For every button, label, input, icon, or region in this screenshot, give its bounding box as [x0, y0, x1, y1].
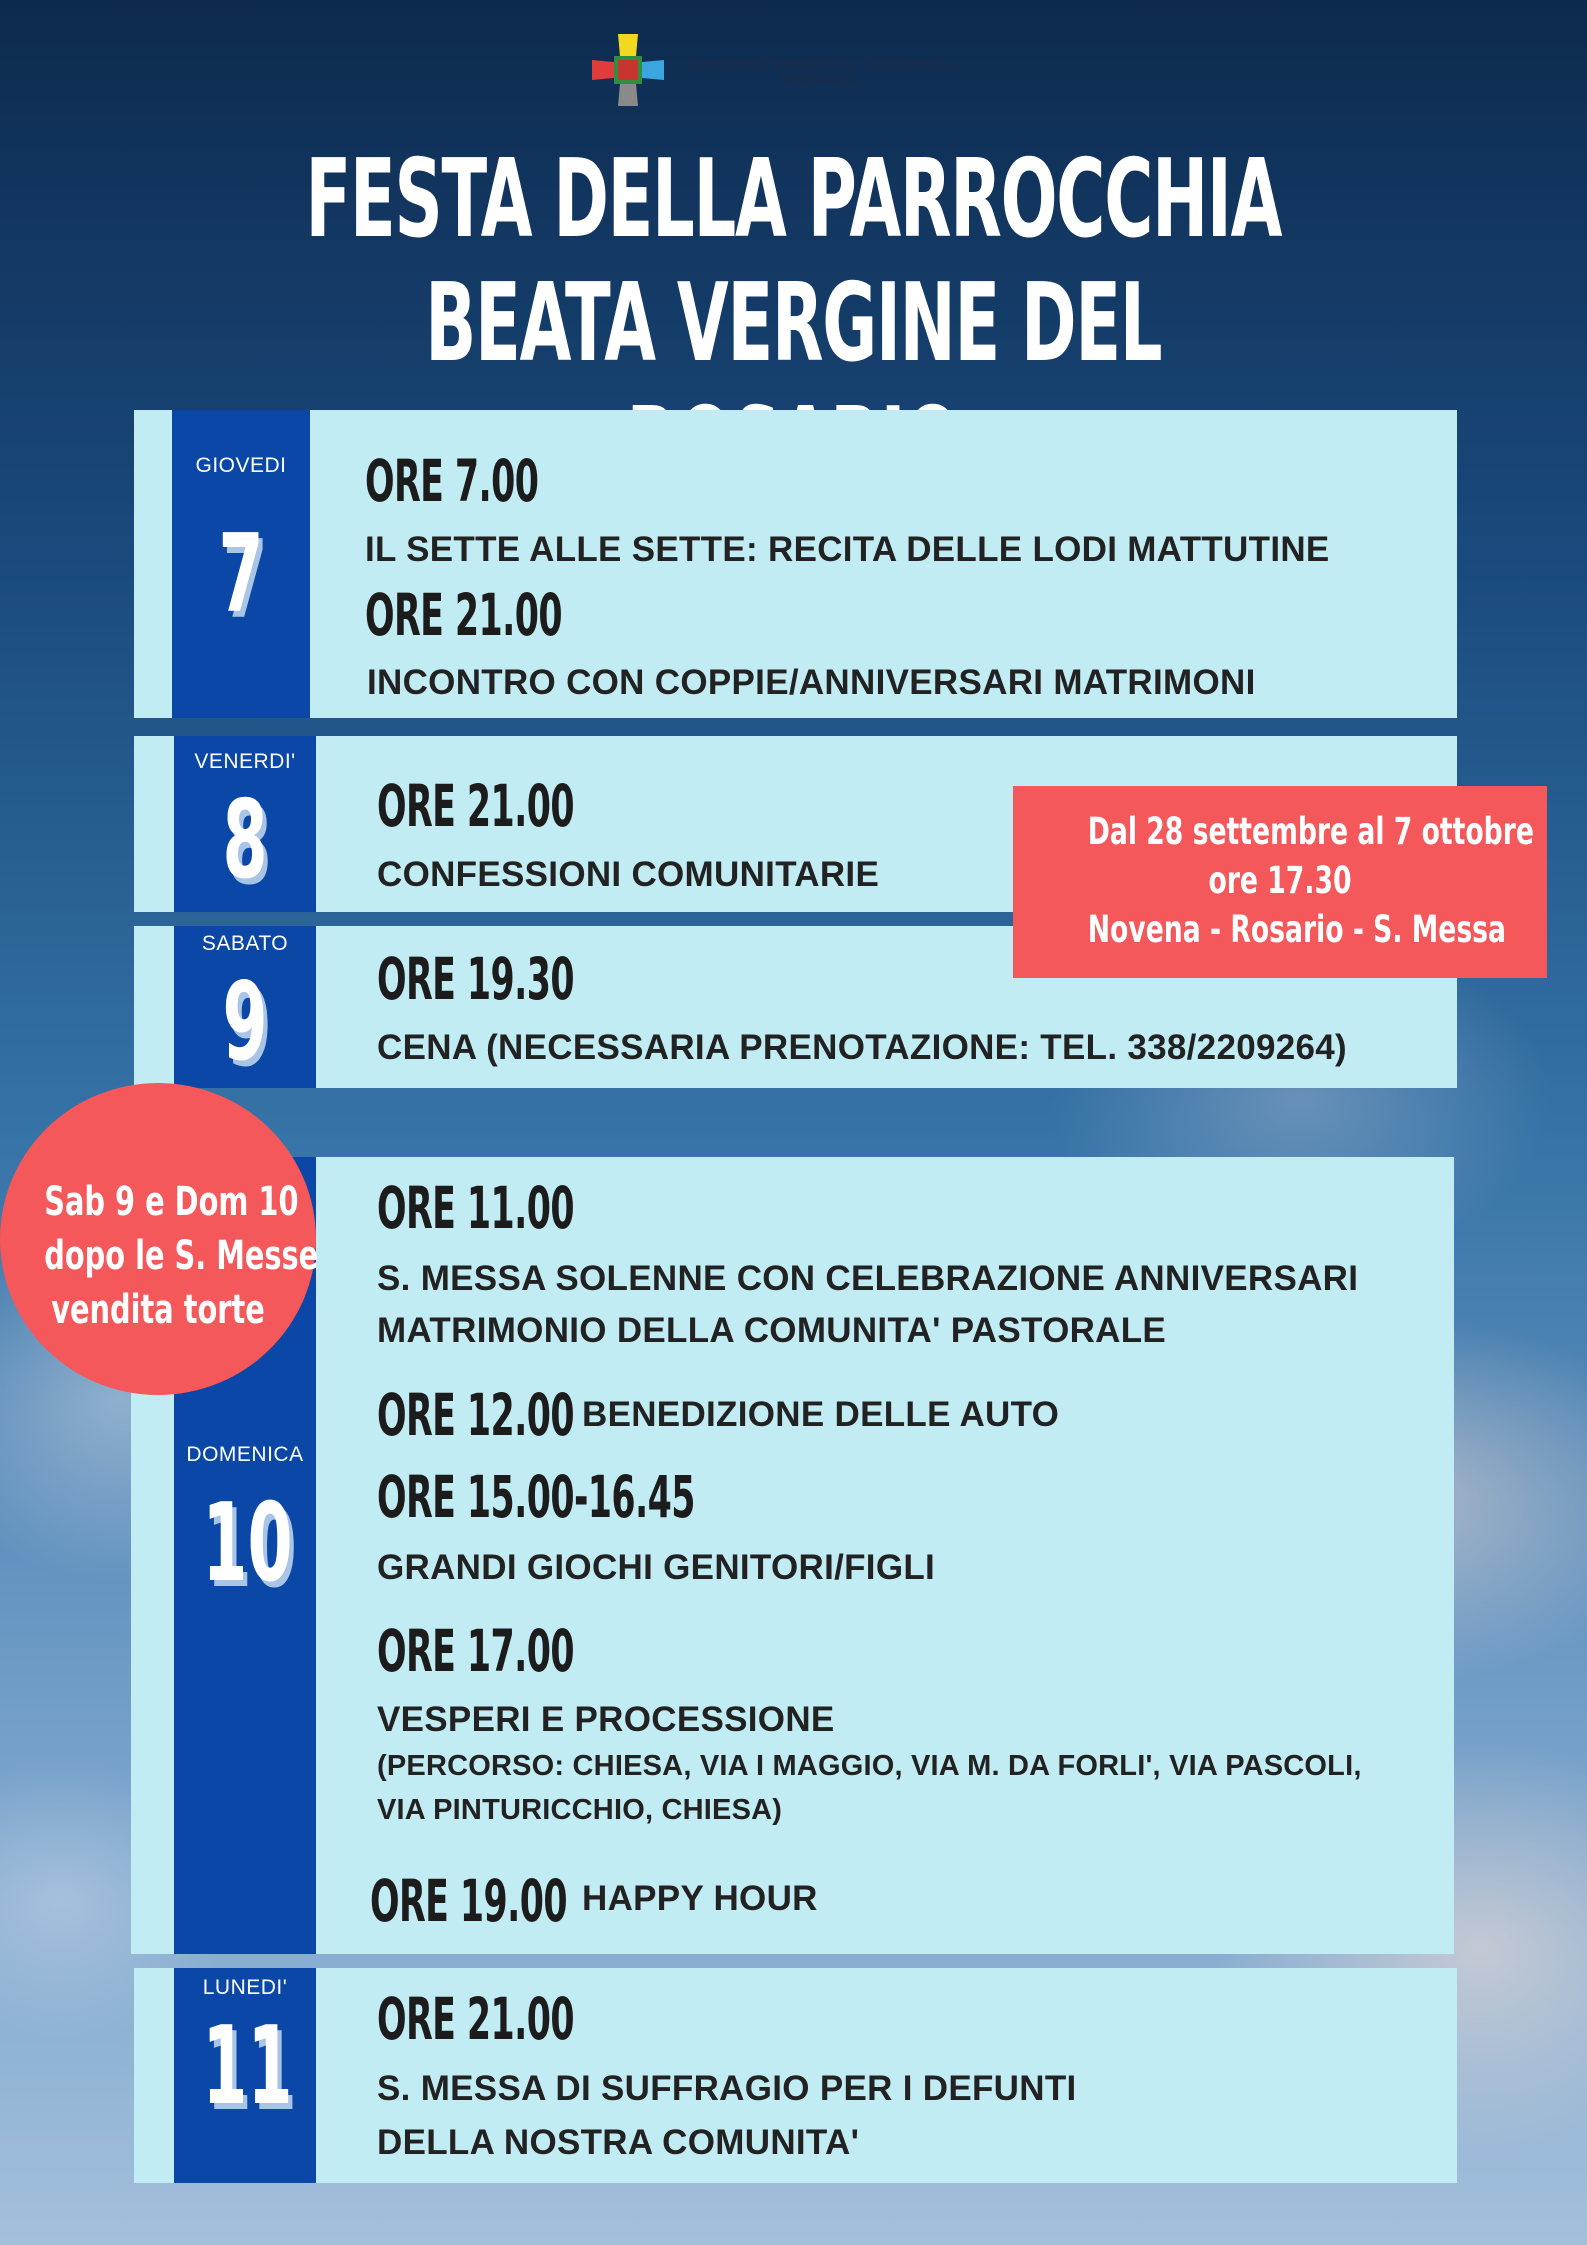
procession-route: (PERCORSO: CHIESA, VIA I MAGGIO, VIA M. DA FORLI', VIA PASCOLI, — [377, 1750, 1362, 1782]
event-description: HAPPY HOUR — [582, 1879, 818, 1918]
event-time: ORE 12.00 — [377, 1381, 574, 1449]
day-column-monday — [174, 1968, 316, 2183]
cake-line3: vendita torte — [51, 1287, 265, 1333]
event-description: CONFESSIONI COMUNITARIE — [377, 855, 880, 894]
org-name-line1: COMUNITÀ PASTORALE SAN ROCCO — [686, 57, 954, 73]
event-description: S. MESSA SOLENNE CON CELEBRAZIONE ANNIVERSARI — [377, 1259, 1359, 1298]
event-time: ORE 19.30 — [377, 945, 574, 1013]
day-name: DOMENICA — [186, 1443, 304, 1466]
event-time: ORE 21.00 — [365, 581, 562, 649]
event-description: VESPERI E PROCESSIONE — [377, 1700, 835, 1739]
event-description: S. MESSA DI SUFFRAGIO PER I DEFUNTI — [377, 2069, 1077, 2108]
novena-line2: ore 17.30 — [1208, 859, 1352, 902]
cake-line1: Sab 9 e Dom 10 — [44, 1179, 299, 1225]
novena-notice — [1013, 786, 1547, 978]
day-column-friday — [174, 736, 316, 912]
event-time: ORE 17.00 — [377, 1617, 574, 1685]
event-time: ORE 11.00 — [377, 1174, 574, 1242]
day-number: 7 — [218, 512, 264, 637]
event-time: ORE 15.00-16.45 — [377, 1463, 695, 1531]
day-number: 9 — [222, 960, 268, 1085]
day-column-thursday — [172, 410, 310, 718]
day-name: LUNEDI' — [202, 1976, 288, 1999]
community-logo-icon — [588, 30, 668, 110]
day-number: 8 — [222, 778, 268, 903]
event-description: MATRIMONIO DELLA COMUNITA' PASTORALE — [377, 1311, 1167, 1350]
day-name: GIOVEDI — [195, 454, 287, 477]
day-number: 10 — [202, 1481, 293, 1606]
event-description: CENA (NECESSARIA PRENOTAZIONE: TEL. 338/2209264) — [377, 1028, 1347, 1067]
event-description: INCONTRO CON COPPIE/ANNIVERSARI MATRIMONI — [367, 663, 1256, 702]
procession-route: VIA PINTURICCHIO, CHIESA) — [377, 1794, 783, 1826]
day-column-saturday — [174, 926, 316, 1088]
page-title-line1: FESTA DELLA PARROCCHIA — [305, 137, 1282, 262]
org-name-line2: MEDIGLIA — [781, 72, 858, 88]
cake-sale-badge — [0, 1083, 319, 1395]
day-name: SABATO — [201, 932, 289, 955]
event-time: ORE 21.00 — [377, 772, 574, 840]
event-description: BENEDIZIONE DELLE AUTO — [582, 1395, 1060, 1434]
day-number: 11 — [202, 2004, 293, 2129]
event-description: IL SETTE ALLE SETTE: RECITA DELLE LODI MATTUTINE — [365, 530, 1330, 569]
event-time: ORE 19.00 — [370, 1867, 567, 1935]
page-title-line2: BEATA VERGINE DEL — [425, 261, 1162, 386]
org-name — [686, 58, 953, 88]
event-time: ORE 21.00 — [377, 1985, 574, 2053]
event-description: GRANDI GIOCHI GENITORI/FIGLI — [377, 1548, 936, 1587]
novena-line1: Dal 28 settembre al 7 ottobre — [1087, 810, 1534, 853]
event-description: DELLA NOSTRA COMUNITA' — [377, 2123, 860, 2162]
cake-line2: dopo le S. Messe — [44, 1233, 319, 1279]
day-name: VENERDI' — [194, 750, 296, 773]
novena-line3: Novena - Rosario - S. Messa — [1087, 908, 1507, 951]
event-time: ORE 7.00 — [365, 447, 539, 515]
